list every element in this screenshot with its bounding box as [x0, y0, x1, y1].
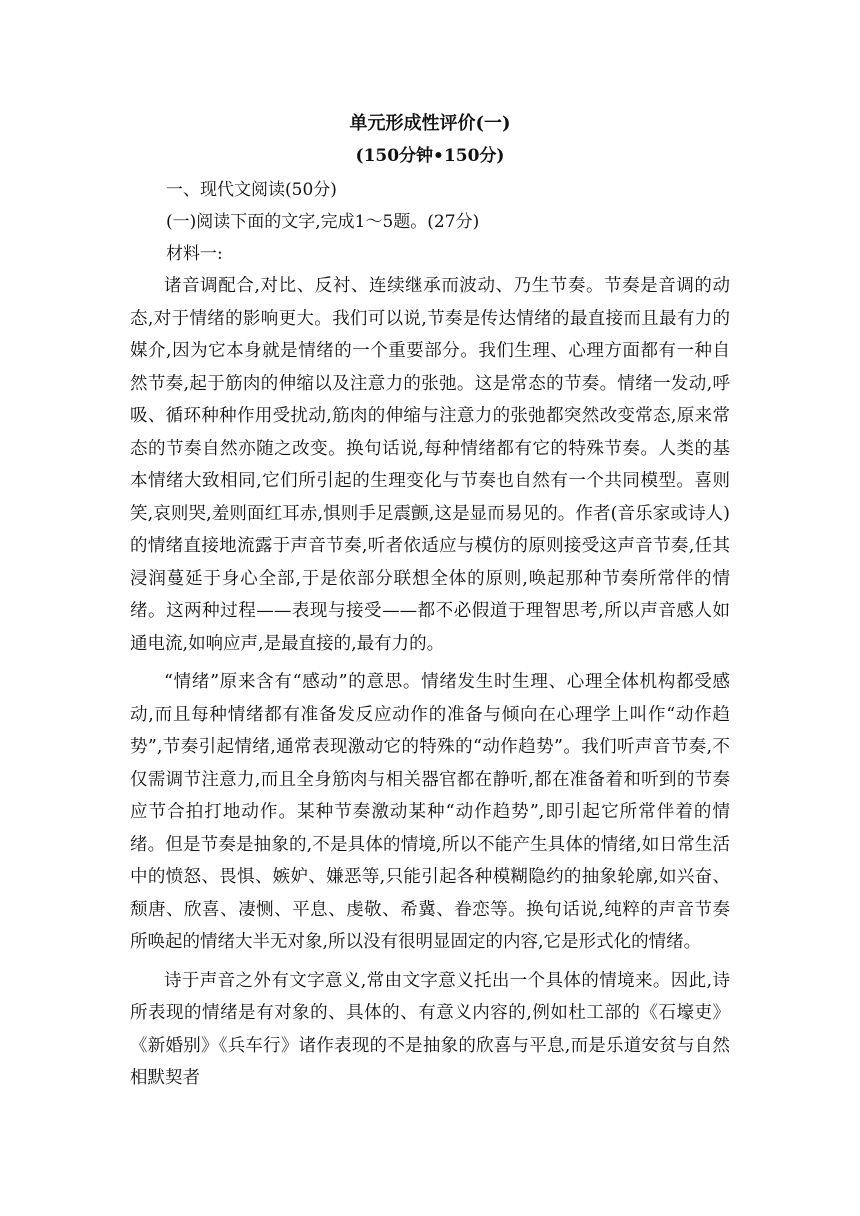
- body-paragraph-1: 诸音调配合,对比、反衬、连续继承而波动、乃生节奏。节奏是音调的动态,对于情绪的影响更大。我们可以说,节奏是传达情绪的最直接而且最有力的媒介,因为它本身就是情绪的一个重要部分。我们生理、心理方面都有一种自然节奏,起于筋肉的伸缩以及注意力的张弛。这是常态的节奏。情绪一发动,呼吸、循环种种作用受扰动,筋肉的伸缩与注意力的张弛都突然改变常态,原来常态的节奏自然亦随之改变。换句话说,每种情绪都有它的特殊节奏。人类的基本情绪大致相同,它们所引起的生理变化与节奏也自然有一个共同模型。喜则笑,哀则哭,羞则面红耳赤,惧则手足震颤,这是显而易见的。作者(音乐家或诗人)的情绪直接地流露于声音节奏,听者依适应与模仿的原则接受这声音节奏,任其浸润蔓延于身心全部,于是依部分联想全体的原则,唤起那种节奏所常伴的情绪。这两种过程——表现与接受——都不必假道于理智思考,所以声音感人如通电流,如响应声,是最直接的,最有力的。: [130, 276, 730, 654]
- material-label: 材料一:: [166, 244, 223, 264]
- body-paragraph-3: 诗于声音之外有文字意义,常由文字意义托出一个具体的情境来。因此,诗所表现的情绪是有对象的、具体的、有意义内容的,例如杜工部的《石壕吏》《新婚别》《兵车行》诸作表现的不是抽象的欣喜与平息,而是乐道安贫与自然相默契者: [130, 970, 730, 1088]
- document-subtitle: (150分钟•150分): [355, 146, 505, 166]
- subsection-heading: (一)阅读下面的文字,完成1～5题。(27分): [166, 212, 480, 232]
- body-paragraph-2: “情绪”原来含有“感动”的意思。情绪发生时生理、心理全体机构都受感动,而且每种情绪都有准备发反应动作的准备与倾向在心理学上叫作“动作趋势”,节奏引起情绪,通常表现激动它的特殊的“动作趋势”。我们听声音节奏,不仅需调节注意力,而且全身筋肉与相关器官都在静听,都在准备着和听到的节奏应节合拍打地动作。某种节奏激动某种“动作趋势”,即引起它所常伴着的情绪。但是节奏是抽象的,不是具体的情境,所以不能产生具体的情绪,如日常生活中的愤怒、畏惧、嫉妒、嫌恶等,只能引起各种模糊隐约的抽象轮廓,如兴奋、颓唐、欣喜、凄恻、平息、虔敬、希冀、眷恋等。换句话说,纯粹的声音节奏所唤起的情绪大半无对象,所以没有很明显固定的内容,它是形式化的情绪。: [130, 672, 730, 952]
- section-heading: 一、现代文阅读(50分): [166, 180, 337, 200]
- document-title: 单元形成性评价(一): [349, 113, 511, 134]
- document-page: [130, 108, 730, 1095]
